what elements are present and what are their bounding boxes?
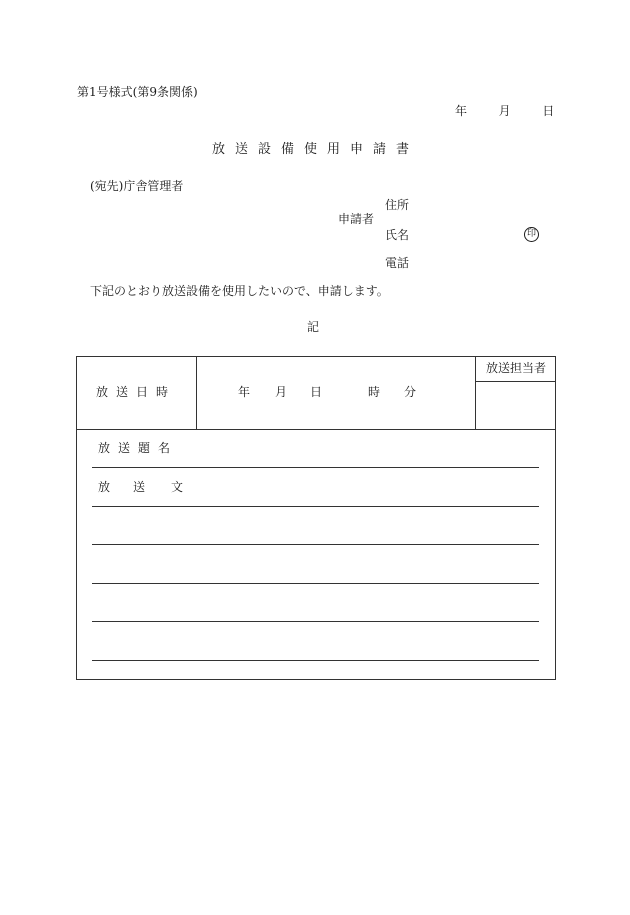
datetime-day-label: 日 — [310, 385, 323, 399]
broadcast-staff-label: 放送担当者 — [486, 361, 547, 375]
broadcast-title-label: 放送題名 — [98, 441, 179, 455]
addressee: (宛先)庁舎管理者 — [90, 179, 184, 193]
date-month-label: 月 — [498, 104, 511, 118]
seal-icon: 印 — [524, 227, 539, 242]
broadcast-datetime-label: 放送日時 — [96, 385, 177, 399]
writing-line — [92, 583, 539, 584]
phone-label: 電話 — [385, 256, 410, 270]
form-number: 第1号様式(第9条関係) — [77, 85, 198, 99]
broadcast-text-label-char: 文 — [171, 480, 184, 494]
broadcast-text-label-char: 放 — [98, 480, 111, 494]
submission-date — [455, 105, 554, 117]
table-divider — [475, 381, 555, 382]
datetime-month-label: 月 — [275, 385, 288, 399]
datetime-year-label: 年 — [238, 385, 251, 399]
request-text: 下記のとおり放送設備を使用したいので、申請します。 — [90, 284, 389, 298]
writing-line — [92, 621, 539, 622]
table-divider — [475, 356, 476, 429]
ki-heading: 記 — [307, 320, 320, 334]
form-table — [76, 356, 556, 680]
table-divider — [76, 429, 555, 430]
applicant-label: 申請者 — [338, 212, 375, 226]
datetime-minute-label: 分 — [404, 385, 417, 399]
writing-line — [92, 506, 539, 507]
address-label: 住所 — [385, 198, 410, 212]
table-divider — [196, 356, 197, 429]
date-year-label: 年 — [455, 104, 468, 118]
writing-line — [92, 660, 539, 661]
broadcast-text-label-char: 送 — [133, 480, 146, 494]
name-label: 氏名 — [385, 228, 410, 242]
datetime-hour-label: 時 — [368, 385, 381, 399]
document-title: 放送設備使用申請書 — [212, 142, 420, 157]
writing-line — [92, 467, 539, 468]
writing-line — [92, 544, 539, 545]
date-day-label: 日 — [542, 104, 555, 118]
